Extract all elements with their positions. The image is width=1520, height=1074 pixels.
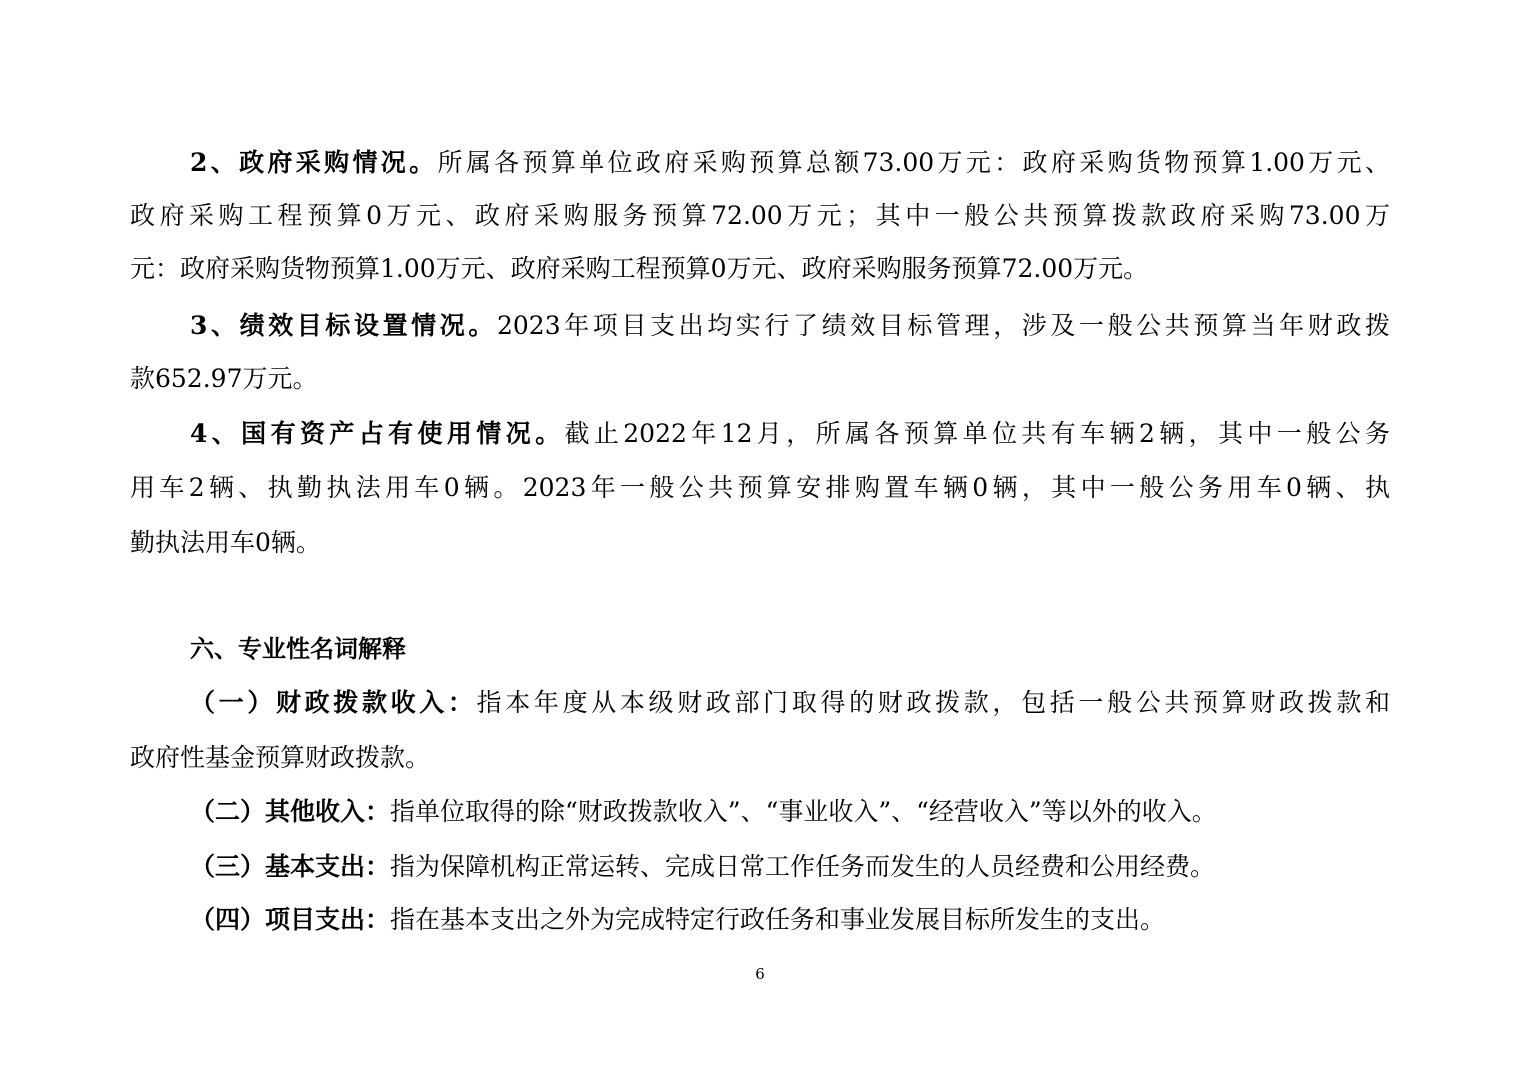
- paragraph-4-line-1: [190, 417, 1390, 451]
- page-number: 6: [755, 965, 765, 983]
- definition-4-text-1: 指在基本支出之外为完成特定行政任务和事业发展目标所发生的支出。: [390, 905, 1166, 934]
- definition-1-line-1: [190, 686, 1390, 720]
- paragraph-4-text-1: 截止2022年12月，所属各预算单位共有车辆2辆，其中一般公务: [564, 419, 1390, 448]
- paragraph-4-line-2: 用车2辆、执勤执法用车0辆。2023年一般公共预算安排购置车辆0辆，其中一般公务用车0辆、执: [130, 473, 1390, 502]
- definition-4-line-1: [190, 903, 1165, 937]
- paragraph-3-line-2: 款652.97万元。: [130, 364, 318, 393]
- definition-3-term: （三）基本支出：: [190, 852, 391, 881]
- definition-1-term: （一）财政拨款收入：: [190, 688, 477, 717]
- paragraph-3-text-1: 2023年项目支出均实行了绩效目标管理，涉及一般公共预算当年财政拨: [496, 311, 1390, 340]
- definition-2-term: （二）其他收入：: [190, 797, 391, 826]
- paragraph-2-line-3: 元：政府采购货物预算1.00万元、政府采购工程预算0万元、政府采购服务预算72.00万元。: [130, 254, 1149, 283]
- paragraph-2-line-1: [190, 146, 1390, 180]
- definition-3-text-1: 指为保障机构正常运转、完成日常工作任务而发生的人员经费和公用经费。: [390, 852, 1216, 881]
- paragraph-2-text-1: 所属各预算单位政府采购预算总额73.00万元：政府采购货物预算1.00万元、: [437, 148, 1390, 177]
- paragraph-2-line-2: 政府采购工程预算0万元、政府采购服务预算72.00万元；其中一般公共预算拨款政府采购73.00万: [130, 201, 1390, 230]
- definition-1-text-1: 指本年度从本级财政部门取得的财政拨款，包括一般公共预算财政拨款和: [476, 688, 1390, 717]
- paragraph-4-lead: 4、国有资产占有使用情况。: [190, 419, 565, 448]
- paragraph-4-line-3: 勤执法用车0辆。: [130, 528, 321, 557]
- definition-4-term: （四）项目支出：: [190, 905, 391, 934]
- paragraph-3-lead: 3、绩效目标设置情况。: [190, 311, 497, 340]
- definition-1-line-2: 政府性基金预算财政拨款。: [130, 743, 431, 772]
- definition-2-line-1: [190, 795, 1217, 829]
- paragraph-2-lead: 2、政府采购情况。: [190, 148, 438, 177]
- definition-3-line-1: [190, 850, 1215, 884]
- paragraph-3-line-1: [190, 309, 1390, 343]
- section-heading: 六、专业性名词解释: [190, 635, 406, 663]
- definition-2-text-1: 指单位取得的除“财政拨款收入”、“事业收入”、“经营收入”等以外的收入。: [390, 797, 1217, 826]
